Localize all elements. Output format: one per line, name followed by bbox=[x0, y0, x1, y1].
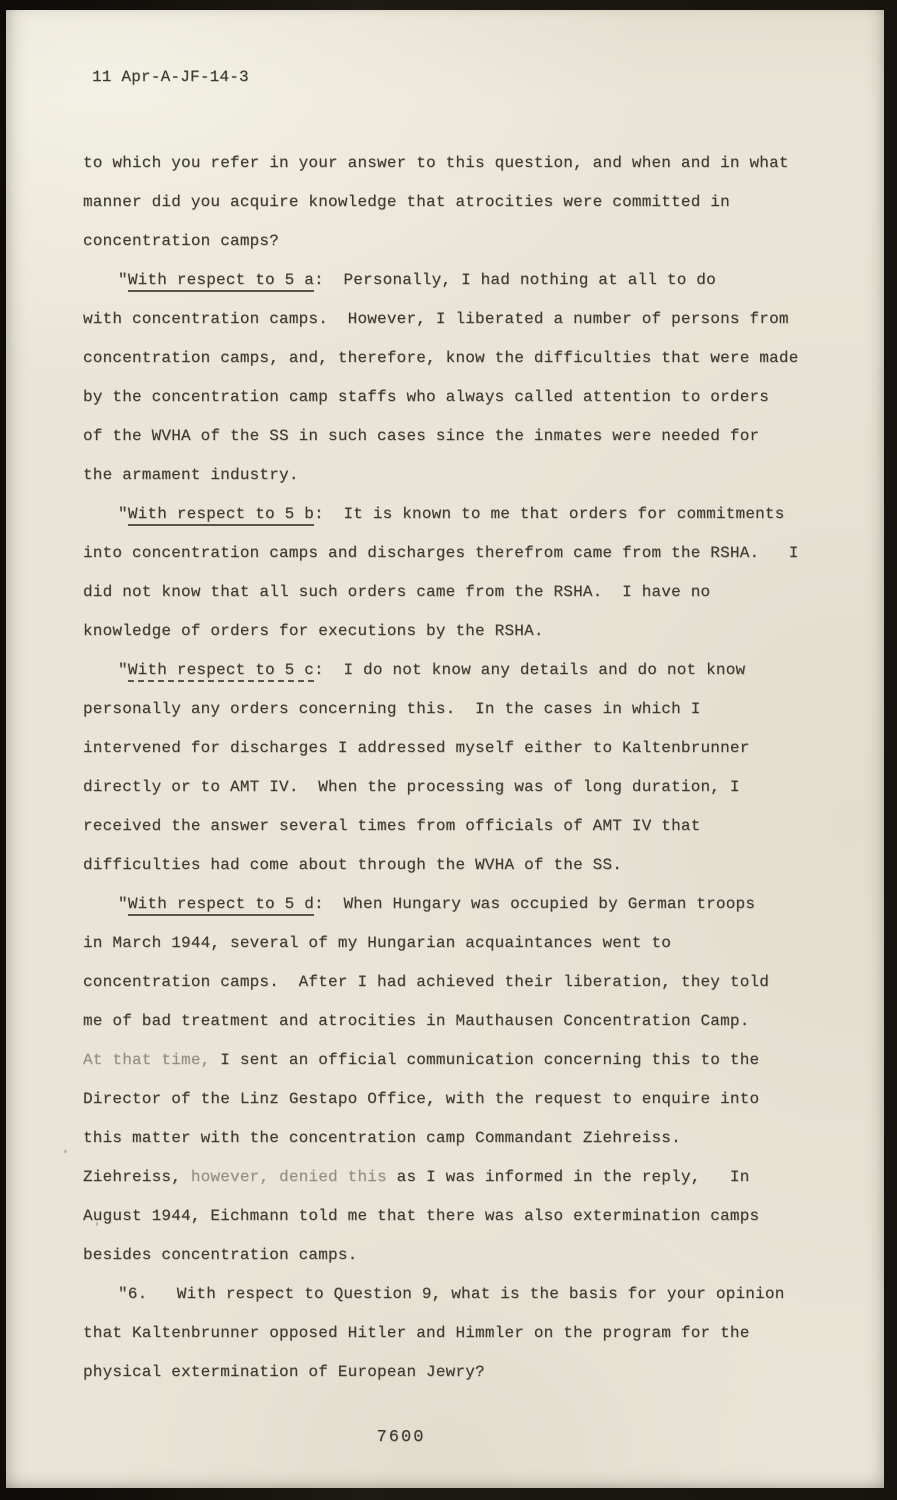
text-line bbox=[83, 885, 813, 924]
text-segment: me of bad treatment and atrocities in Mauthausen Concentration Camp. bbox=[83, 1012, 750, 1030]
text-segment: " bbox=[118, 661, 128, 679]
text-line bbox=[83, 339, 813, 378]
text-segment: " bbox=[118, 895, 128, 913]
text-line bbox=[83, 144, 813, 183]
page-number: 7600 bbox=[376, 1428, 426, 1447]
text-segment: however, denied this bbox=[190, 1168, 387, 1186]
text-segment: " bbox=[118, 271, 128, 289]
text-segment: difficulties had come about through the WVHA of the SS. bbox=[83, 856, 623, 874]
text-segment: as I was informed in the reply, In bbox=[386, 1168, 750, 1186]
text-segment: : Personally, I had nothing at all to do bbox=[314, 271, 716, 289]
text-segment: manner did you acquire knowledge that atrocities were committed in bbox=[83, 193, 730, 211]
text-line bbox=[83, 495, 813, 534]
section-heading-underlined: With respect to 5 a bbox=[128, 271, 314, 292]
text-segment: personally any orders concerning this. In the cases in which I bbox=[83, 700, 701, 718]
text-segment: by the concentration camp staffs who always called attention to orders bbox=[83, 388, 770, 406]
text-line bbox=[83, 456, 813, 495]
text-line bbox=[83, 846, 813, 885]
text-line bbox=[83, 1119, 813, 1158]
text-segment: in March 1944, several of my Hungarian acquaintances went to bbox=[83, 934, 672, 952]
page-header-code: 11 Apr-A-JF-14-3 bbox=[92, 68, 249, 86]
text-segment: " bbox=[118, 505, 128, 523]
text-line bbox=[83, 651, 813, 690]
text-line bbox=[83, 1002, 813, 1041]
text-segment: At that time, bbox=[83, 1051, 211, 1069]
text-line bbox=[83, 1314, 813, 1353]
text-segment: Ziehreiss, bbox=[83, 1168, 191, 1186]
text-line bbox=[83, 807, 813, 846]
text-line bbox=[83, 1236, 813, 1275]
text-line bbox=[83, 222, 813, 261]
text-line bbox=[83, 1041, 813, 1080]
text-segment: concentration camps? bbox=[83, 232, 280, 250]
text-line bbox=[83, 261, 813, 300]
text-line bbox=[83, 729, 813, 768]
text-segment: concentration camps, and, therefore, know the difficulties that were made bbox=[83, 349, 799, 367]
text-segment: concentration camps. After I had achieved their liberation, they told bbox=[83, 973, 770, 991]
text-segment: : When Hungary was occupied by German troops bbox=[314, 895, 756, 913]
text-segment: received the answer several times from officials of AMT IV that bbox=[83, 817, 701, 835]
text-line bbox=[83, 612, 813, 651]
section-heading-underlined: With respect to 5 b bbox=[128, 505, 314, 526]
text-segment: the armament industry. bbox=[83, 466, 299, 484]
text-segment: to which you refer in your answer to this question, and when and in what bbox=[83, 154, 789, 172]
text-segment: that Kaltenbrunner opposed Hitler and Himmler on the program for the bbox=[83, 1324, 750, 1342]
section-heading-underlined: With respect to 5 d bbox=[128, 895, 314, 916]
text-segment: into concentration camps and discharges therefrom came from the RSHA. I bbox=[83, 544, 799, 562]
text-segment: did not know that all such orders came from the RSHA. I have no bbox=[83, 583, 711, 601]
text-line bbox=[83, 1275, 813, 1314]
text-line bbox=[83, 534, 813, 573]
text-line bbox=[83, 963, 813, 1002]
section-heading-underlined: With respect to 5 c bbox=[128, 661, 314, 682]
text-segment: directly or to AMT IV. When the processing was of long duration, I bbox=[83, 778, 740, 796]
text-segment: August 1944, Eichmann told me that there was also extermination camps bbox=[83, 1207, 760, 1225]
text-line bbox=[83, 1197, 813, 1236]
text-segment: Director of the Linz Gestapo Office, with the request to enquire into bbox=[83, 1090, 760, 1108]
text-line bbox=[83, 183, 813, 222]
text-line bbox=[83, 573, 813, 612]
document-body bbox=[83, 144, 813, 1392]
text-segment: I sent an official communication concerning this to the bbox=[210, 1051, 760, 1069]
text-segment: physical extermination of European Jewry? bbox=[83, 1363, 485, 1381]
text-segment: of the WVHA of the SS in such cases since the inmates were needed for bbox=[83, 427, 760, 445]
text-segment: this matter with the concentration camp Commandant Ziehreiss. bbox=[83, 1129, 681, 1147]
text-line bbox=[83, 768, 813, 807]
text-line bbox=[83, 300, 813, 339]
text-segment: besides concentration camps. bbox=[83, 1246, 358, 1264]
text-line bbox=[83, 378, 813, 417]
text-segment: with concentration camps. However, I liberated a number of persons from bbox=[83, 310, 789, 328]
text-segment: : It is known to me that orders for commitments bbox=[314, 505, 785, 523]
document-page bbox=[6, 10, 884, 1488]
text-line bbox=[83, 690, 813, 729]
text-segment: "6. With respect to Question 9, what is the basis for your opinion bbox=[118, 1285, 785, 1303]
text-line bbox=[83, 1080, 813, 1119]
text-segment: intervened for discharges I addressed myself either to Kaltenbrunner bbox=[83, 739, 750, 757]
text-line bbox=[83, 1158, 813, 1197]
text-segment: knowledge of orders for executions by the RSHA. bbox=[83, 622, 544, 640]
text-segment: : I do not know any details and do not know bbox=[314, 661, 746, 679]
text-line bbox=[83, 417, 813, 456]
text-line bbox=[83, 1353, 813, 1392]
text-line bbox=[83, 924, 813, 963]
